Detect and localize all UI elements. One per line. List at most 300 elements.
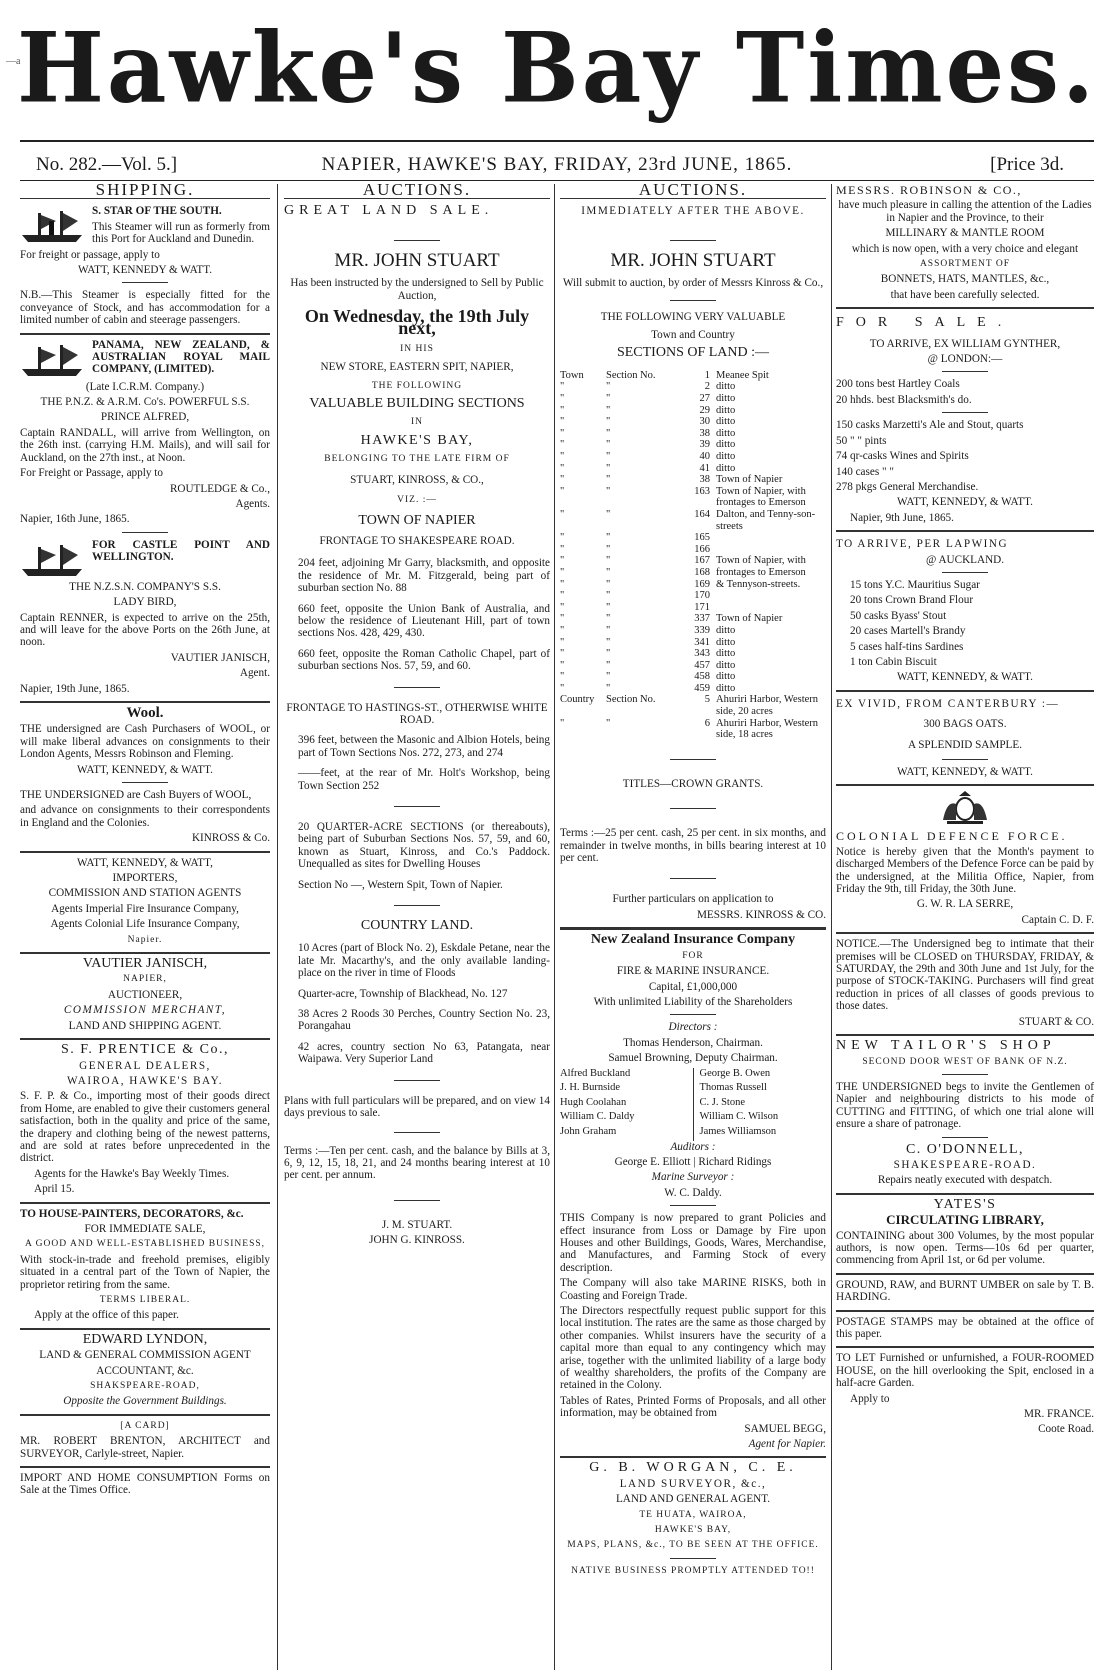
column-4 bbox=[836, 184, 1094, 1670]
ad-divider bbox=[836, 1034, 1094, 1036]
section-description: Meanee Spit bbox=[716, 369, 769, 381]
stock-item: 5 cases half-tins Sardines bbox=[850, 640, 964, 653]
section-type: " bbox=[560, 624, 565, 636]
section-row bbox=[560, 405, 826, 417]
section-no-label bbox=[640, 509, 674, 532]
section-type: " bbox=[560, 682, 565, 694]
stock-item: 150 casks Marzetti's Ale and Stout, quarts bbox=[836, 419, 1024, 432]
section-heading-shipping: SHIPPING. bbox=[20, 184, 270, 199]
ad-text: Napier. bbox=[127, 934, 163, 945]
ad-signature: MESSRS. KINROSS & CO. bbox=[696, 908, 826, 921]
ad-text: This Steamer will run as formerly from this Port for Auckland and Dunedin. bbox=[92, 220, 270, 246]
section-no-label bbox=[640, 405, 674, 417]
ad-divider bbox=[836, 1193, 1094, 1195]
section-label: " bbox=[606, 671, 611, 683]
ad-text: LAND SURVEYOR, &c., bbox=[619, 1477, 767, 1490]
section-label: " bbox=[606, 462, 611, 474]
separator bbox=[394, 1200, 440, 1201]
stock-item: 15 tons Y.C. Mauritius Sugar bbox=[850, 578, 980, 591]
ad-text: ASSORTMENT OF bbox=[919, 259, 1011, 270]
section-heading-auctions: AUCTIONS. bbox=[284, 184, 550, 199]
section-description: ditto bbox=[716, 451, 736, 462]
section-type: " bbox=[560, 543, 565, 555]
section-label: " bbox=[606, 555, 611, 567]
section-number: 5 bbox=[704, 694, 710, 706]
section-description bbox=[716, 590, 826, 602]
ad-divider bbox=[20, 851, 270, 853]
section-label: " bbox=[606, 601, 611, 613]
section-description: ditto bbox=[716, 404, 736, 416]
ad-divider bbox=[836, 690, 1094, 692]
separator bbox=[942, 759, 988, 760]
section-label: " bbox=[606, 659, 611, 671]
section-description: ditto bbox=[716, 636, 736, 648]
lot-item: Section No —, Western Spit, Town of Napier. bbox=[298, 878, 503, 891]
ad-heading: TO ARRIVE, PER LAPWING bbox=[836, 538, 1009, 551]
ad-text: TOWN OF NAPIER bbox=[358, 512, 476, 528]
section-row bbox=[560, 590, 826, 602]
section-no-label bbox=[640, 671, 674, 683]
section-type: " bbox=[560, 613, 565, 625]
stock-item: 74 qr-casks Wines and Spirits bbox=[836, 450, 969, 463]
ad-text: NAPIER, bbox=[123, 974, 167, 985]
ad-text: HAWKE'S BAY, bbox=[360, 432, 474, 448]
ad-text: Agents. bbox=[235, 497, 270, 510]
ad-text: Capital, £1,000,000 bbox=[648, 980, 738, 993]
section-no-label bbox=[640, 613, 674, 625]
section-row bbox=[560, 393, 826, 405]
ad-text: FOR IMMEDIATE SALE, bbox=[84, 1222, 206, 1235]
section-no-label bbox=[640, 439, 674, 451]
ad-text: BONNETS, HATS, MANTLES, &c., bbox=[880, 273, 1050, 286]
section-no-label bbox=[640, 590, 674, 602]
ad-divider bbox=[836, 784, 1094, 786]
ad-panama-company bbox=[20, 339, 270, 526]
ad-signature: WATT, KENNEDY & WATT. bbox=[77, 264, 213, 277]
section-description: Town of Napier bbox=[716, 474, 783, 486]
issue-date: NAPIER, HAWKE'S BAY, FRIDAY, 23rd JUNE, 1865. bbox=[321, 154, 793, 175]
ad-divider bbox=[20, 1202, 270, 1204]
ad-text: A GOOD AND WELL-ESTABLISHED BUSINESS, bbox=[24, 1239, 266, 1250]
ad-heading: CIRCULATING LIBRARY, bbox=[886, 1212, 1044, 1228]
section-row bbox=[560, 694, 826, 717]
ad-text: COMMISSION MERCHANT, bbox=[63, 1004, 227, 1017]
section-type: Town bbox=[560, 369, 584, 381]
section-no-label bbox=[640, 637, 674, 649]
separator bbox=[394, 687, 440, 688]
ad-heading: New Zealand Insurance Company bbox=[590, 932, 796, 948]
section-row bbox=[560, 439, 826, 451]
ad-text: THE P.N.Z. & A.R.M. Co's. POWERFUL S.S. bbox=[40, 396, 250, 409]
ad-divider bbox=[836, 1273, 1094, 1275]
ad-text: Notice is hereby given that the Month's payment to discharged Members of the Defence Force can be paid by the undersigned, at the Militia Office, Napier, from Friday the 9th, till Friday, the 30th June. bbox=[836, 845, 1094, 896]
ad-text: Further particulars on application to bbox=[612, 893, 774, 906]
separator bbox=[394, 806, 440, 807]
ad-divider bbox=[20, 1466, 270, 1468]
section-number: 2 bbox=[704, 381, 710, 393]
section-number: 38 bbox=[699, 474, 710, 486]
section-no-label bbox=[640, 532, 674, 544]
stock-item: 50 " " pints bbox=[836, 434, 887, 447]
director-name: Alfred Buckland bbox=[560, 1067, 631, 1079]
section-no-label: No. bbox=[640, 369, 656, 381]
steamship-icon bbox=[20, 207, 86, 245]
section-type: " bbox=[560, 648, 565, 660]
director-name: William C. Daldy bbox=[560, 1111, 635, 1123]
ad-text: 300 BAGS OATS. bbox=[923, 718, 1007, 731]
section-heading-auctions: AUCTIONS. bbox=[560, 184, 826, 199]
stock-item: 20 cases Martell's Brandy bbox=[850, 625, 966, 638]
ad-text: LAND & GENERAL COMMISSION AGENT bbox=[39, 1349, 251, 1362]
ad-nz-insurance bbox=[560, 934, 826, 1450]
section-row bbox=[560, 381, 826, 393]
section-no-label bbox=[640, 486, 674, 509]
separator bbox=[122, 782, 168, 783]
ad-text: [A CARD] bbox=[120, 1420, 170, 1431]
section-description: ditto bbox=[716, 427, 736, 439]
section-no-label bbox=[640, 416, 674, 428]
lot-item: 660 feet, opposite the Roman Catholic Chapel, part of suburban sections Nos. 57, 59, and 60. bbox=[298, 647, 550, 673]
section-number: 163 bbox=[694, 485, 710, 497]
section-label: " bbox=[606, 381, 611, 393]
section-no-label bbox=[640, 567, 674, 579]
ad-subheading: FRONTAGE TO HASTINGS-ST., OTHERWISE WHITE ROAD. bbox=[286, 701, 548, 726]
ad-heading: S. STAR OF THE SOUTH. bbox=[92, 205, 222, 218]
ad-signature: VAUTIER JANISCH, bbox=[170, 651, 270, 664]
section-number: 458 bbox=[694, 671, 710, 683]
section-label: " bbox=[606, 393, 611, 405]
ad-text: that have been carefully selected. bbox=[890, 288, 1040, 301]
section-no-label bbox=[640, 660, 674, 672]
ad-text: Auditors : bbox=[670, 1140, 716, 1153]
section-no-label bbox=[640, 579, 674, 591]
separator bbox=[670, 240, 716, 241]
ad-castle-point bbox=[20, 539, 270, 695]
lot-item: 204 feet, adjoining Mr Garry, blacksmith, and opposite the residence of Mr. M. Fitzgerald, being part of suburban section No. 88 bbox=[298, 557, 550, 595]
top-rule bbox=[20, 140, 1094, 142]
ad-text: S. F. P. & Co., importing most of their goods direct from Home, are enabled to give their customers general satisfaction, both in the quality and price of the same, the drapery and clothing being of the newest patterns, and are sold at rates before unprecedented in the district. bbox=[20, 1090, 270, 1165]
section-type: " bbox=[560, 555, 565, 567]
ad-text: THE FOLLOWING bbox=[371, 380, 463, 391]
ad-text: Repairs neatly executed with despatch. bbox=[877, 1174, 1053, 1187]
ad-signature: G. W. R. LA SERRE, bbox=[916, 898, 1014, 911]
section-description: Dalton, and Tenny-son-streets bbox=[716, 508, 816, 532]
section-row bbox=[560, 637, 826, 649]
section-no-label bbox=[640, 428, 674, 440]
ad-text: MAPS, PLANS, &c., TO BE SEEN AT THE OFFICE. bbox=[567, 1540, 819, 1551]
ad-date: Napier, 16th June, 1865. bbox=[20, 513, 130, 526]
section-number: 6 bbox=[704, 717, 710, 729]
ad-text: POSTAGE STAMPS may be obtained at the office of this paper. bbox=[836, 1315, 1094, 1340]
ad-text: IMPORTERS, bbox=[112, 872, 178, 885]
ad-text: THE UNDERSIGNED are Cash Buyers of WOOL, bbox=[20, 789, 252, 801]
column-3 bbox=[560, 184, 826, 1670]
ad-text: have much pleasure in calling the attention of the Ladies in Napier and the Province, to their bbox=[838, 199, 1092, 224]
section-number: 171 bbox=[694, 601, 710, 613]
ad-text: SHAKSPEARE-ROAD, bbox=[90, 1381, 200, 1392]
lot-item: 42 acres, country section No 63, Patangata, near Waipawa. Very Superior Land bbox=[298, 1040, 550, 1066]
separator bbox=[942, 1137, 988, 1138]
ad-heading: WATT, KENNEDY, & WATT, bbox=[77, 856, 213, 869]
ad-text: A SPLENDID SAMPLE. bbox=[907, 738, 1023, 751]
section-description: frontages to Emerson bbox=[716, 566, 806, 578]
ad-text: With unlimited Liability of the Shareholders bbox=[593, 995, 793, 1008]
ad-text: ACCOUNTANT, &c. bbox=[96, 1364, 194, 1377]
ad-divider bbox=[20, 952, 270, 954]
ad-heading: EX VIVID, FROM CANTERBURY :— bbox=[836, 697, 1060, 710]
ad-text: IN HIS bbox=[400, 343, 434, 354]
separator bbox=[670, 878, 716, 879]
section-label: " bbox=[606, 682, 611, 694]
ad-text: BELONGING TO THE LATE FIRM OF bbox=[324, 454, 510, 465]
section-type: " bbox=[560, 451, 565, 462]
section-description bbox=[716, 532, 826, 544]
ad-text: LADY BIRD, bbox=[113, 596, 177, 609]
ad-text: TE HUATA, WAIROA, bbox=[639, 1509, 747, 1520]
ad-divider bbox=[836, 1346, 1094, 1348]
ad-text: N.B.—This Steamer is especially fitted for the conveyance of Stock, and has accommodation for a limited number of cabin and steerage passengers. bbox=[20, 289, 270, 327]
section-type: " bbox=[560, 416, 565, 428]
section-label: " bbox=[606, 578, 611, 590]
issue-price: [Price 3d. bbox=[990, 154, 1064, 175]
ad-subheading: SECTIONS OF LAND :— bbox=[616, 345, 770, 361]
section-number: 30 bbox=[699, 416, 710, 428]
section-label: " bbox=[606, 590, 611, 602]
issue-number: No. 282.—Vol. 5.] bbox=[36, 154, 178, 175]
section-no-label bbox=[640, 463, 674, 475]
section-row bbox=[560, 474, 826, 486]
ad-heading: COLONIAL DEFENCE FORCE. bbox=[836, 829, 1068, 844]
section-type: " bbox=[560, 462, 565, 474]
ad-divider bbox=[560, 1456, 826, 1458]
section-number: 168 bbox=[694, 566, 710, 578]
ad-text: SHAKESPEARE-ROAD. bbox=[893, 1158, 1037, 1171]
ad-text: Coote Road. bbox=[1038, 1423, 1094, 1436]
ad-text: NOTICE.—The Undersigned beg to intimate that their premises will be CLOSED on THURSDAY, FRIDAY, & SATURDAY, the 29th and 30th June and 1st July, for the purpose of STOCK-TAKING. Purchasers will find great reduction in prices of all classes of goods previous to those dates. bbox=[836, 938, 1094, 1013]
ad-text: FIRE & MARINE INSURANCE. bbox=[616, 965, 770, 978]
section-description: ditto bbox=[716, 682, 736, 694]
director-name: Thomas Russell bbox=[699, 1082, 767, 1094]
ad-text: Samuel Browning, Deputy Chairman. bbox=[608, 1052, 778, 1065]
section-label: " bbox=[606, 451, 611, 462]
ad-text: Town and Country bbox=[651, 329, 735, 342]
ad-text: PRINCE ALFRED, bbox=[100, 411, 190, 424]
ad-text: With stock-in-trade and freehold premises, eligibly situated in a central part of the Town of Napier, the proprietor retiring from the same. bbox=[20, 1253, 270, 1291]
section-label: " bbox=[606, 485, 611, 497]
section-label: " bbox=[606, 543, 611, 555]
ad-signature: WATT, KENNEDY, & WATT. bbox=[897, 496, 1033, 509]
section-row bbox=[560, 509, 826, 532]
ad-date: April 15. bbox=[34, 1183, 75, 1196]
ad-text: MR. ROBERT BRENTON, ARCHITECT and SURVEYOR, Carlyle-street, Napier. bbox=[20, 1435, 270, 1460]
ad-text: Apply at the office of this paper. bbox=[34, 1309, 179, 1322]
ad-heading: MESSRS. ROBINSON & CO., bbox=[836, 184, 1022, 197]
section-number: 459 bbox=[694, 682, 710, 694]
masthead-corner-mark: —a bbox=[6, 56, 21, 67]
ad-text: HAWKE'S BAY, bbox=[654, 1525, 732, 1536]
section-number: 169 bbox=[694, 578, 710, 590]
ad-text: STUART, KINROSS, & CO., bbox=[350, 473, 484, 486]
ad-heading: NEW TAILOR'S SHOP bbox=[836, 1038, 1056, 1054]
ad-text: THE FOLLOWING VERY VALUABLE bbox=[600, 310, 786, 323]
section-type: " bbox=[560, 590, 565, 602]
separator bbox=[942, 371, 988, 372]
ad-text: W. C. Daldy. bbox=[664, 1186, 722, 1199]
ad-text: NEW STORE, EASTERN SPIT, NAPIER, bbox=[320, 361, 514, 374]
steamship-icon bbox=[20, 541, 86, 579]
ad-text: Opposite the Government Buildings. bbox=[63, 1395, 227, 1408]
section-row bbox=[560, 451, 826, 463]
section-description: ditto bbox=[716, 659, 736, 671]
ad-text: THE UNDERSIGNED begs to invite the Gentlemen of Napier and neighbouring districts to his mode of CUTTING and FITTING, of which one trial alone will ensure a share of patronage. bbox=[836, 1080, 1094, 1131]
column-divider bbox=[831, 184, 832, 1670]
stock-item: 140 cases " " bbox=[836, 465, 894, 478]
ad-text: Agents for the Hawke's Bay Weekly Times. bbox=[34, 1167, 230, 1180]
lot-item: 660 feet, opposite the Union Bank of Australia, and below the residence of Lieutenant Hill, part of town sections Nos. 428, 429, 430. bbox=[298, 602, 550, 640]
director-name: Hugh Coolahan bbox=[560, 1096, 627, 1108]
ad-heading: YATES'S bbox=[933, 1196, 997, 1212]
ad-signature: C. O'DONNELL, bbox=[905, 1141, 1025, 1157]
ad-text: SECOND DOOR WEST OF BANK OF N.Z. bbox=[862, 1056, 1068, 1067]
section-type: " bbox=[560, 485, 565, 497]
section-type: " bbox=[560, 393, 565, 405]
section-description: ditto bbox=[716, 439, 736, 451]
section-label: " bbox=[606, 404, 611, 416]
separator bbox=[670, 1558, 716, 1559]
ad-date: Napier, 9th June, 1865. bbox=[850, 511, 954, 524]
section-row bbox=[560, 718, 826, 741]
separator bbox=[122, 282, 168, 283]
separator bbox=[394, 1132, 440, 1133]
ad-text: THIS Company is now prepared to grant Policies and effect insurance from Loss or Damage by Fire upon Houses and other Buildings, Goods, Wares, Merchandise, and Manufactures, and Farming Stock of every description. bbox=[560, 1212, 826, 1274]
section-description: ditto bbox=[716, 624, 736, 636]
section-row bbox=[560, 486, 826, 509]
section-label: " bbox=[606, 532, 611, 544]
section-description: ditto bbox=[716, 393, 736, 405]
ad-text: The Directors respectfully request public support for this local institution. The rates are the same as those charged by other companies. Whilst insurers have the security of a capital more than equal to any contingency which may arise, together with the unlimited liability of a large body of wealthy shareholders, the profits of the Company are retained in the Colony. bbox=[560, 1304, 826, 1392]
section-row bbox=[560, 613, 826, 625]
section-label: " bbox=[606, 624, 611, 636]
section-number: 164 bbox=[694, 508, 710, 520]
lot-item: Quarter-acre, Township of Blackhead, No. 127 bbox=[298, 987, 508, 1000]
ad-divider bbox=[836, 932, 1094, 934]
ad-divider bbox=[20, 1328, 270, 1330]
section-no-label bbox=[640, 718, 674, 741]
section-description: ditto bbox=[716, 416, 736, 428]
ad-divider bbox=[20, 1414, 270, 1416]
separator bbox=[670, 808, 716, 809]
section-row bbox=[560, 648, 826, 660]
ad-text: and advance on consignments to their correspondents in England and the Colonies. bbox=[20, 804, 270, 829]
section-number: 341 bbox=[694, 636, 710, 648]
ad-text: VIZ. :— bbox=[397, 495, 437, 506]
section-description: ditto bbox=[716, 648, 736, 660]
ad-divider bbox=[836, 1310, 1094, 1312]
ad-text: Terms :—25 per cent. cash, 25 per cent. in six months, and remainder in twelve months, in bills bearing interest at 10 per cent. bbox=[560, 827, 826, 865]
section-no-label bbox=[640, 474, 674, 486]
separator bbox=[942, 412, 988, 413]
section-number: 337 bbox=[694, 613, 710, 625]
ad-text: THE N.Z.S.N. COMPANY'S S.S. bbox=[69, 580, 221, 593]
section-no-label: No. bbox=[640, 694, 656, 706]
directors-right bbox=[693, 1068, 827, 1141]
ad-signature: MR. FRANCE. bbox=[1024, 1408, 1094, 1421]
section-no-label bbox=[640, 683, 674, 695]
section-type: " bbox=[560, 671, 565, 683]
separator bbox=[394, 905, 440, 906]
ad-text: The Company will also take MARINE RISKS, both in Coasting and Foreign Trade. bbox=[560, 1277, 826, 1302]
section-type: " bbox=[560, 532, 565, 544]
section-no-label bbox=[640, 602, 674, 614]
ad-signature: J. M. STUART. bbox=[381, 1218, 453, 1231]
section-no-label bbox=[640, 381, 674, 393]
ad-text: THE undersigned are Cash Purchasers of WOOL, or will make liberal advances on consignments to their London Agents, Messrs Robinson and Fleming. bbox=[20, 723, 270, 761]
ad-signature: KINROSS & Co. bbox=[191, 832, 270, 845]
dateline-rule bbox=[20, 180, 1094, 181]
lot-item: 20 QUARTER-ACRE SECTIONS (or thereabouts), being part of Suburban Sections Nos. 57, 59, and 60, known as Stuart, Kinross, and Co.'s Paddock. Unequalled as sites for Dwelling Houses bbox=[298, 821, 550, 871]
ad-heading: VAUTIER JANISCH, bbox=[82, 956, 208, 972]
ad-text: Directors : bbox=[668, 1021, 718, 1034]
masthead bbox=[0, 0, 1114, 140]
section-row bbox=[560, 416, 826, 428]
ad-text: CONTAINING about 300 Volumes, by the most popular authors, is now open. Terms—10s 6d per quarter, commencing from April 1st, or 6d per volume. bbox=[836, 1229, 1094, 1267]
ad-subheading: COUNTRY LAND. bbox=[360, 918, 474, 934]
director-name: C. J. Stone bbox=[699, 1096, 746, 1108]
section-type: " bbox=[560, 566, 565, 578]
section-type: " bbox=[560, 474, 565, 486]
column-2 bbox=[284, 184, 550, 1670]
ad-text: IMPORT AND HOME CONSUMPTION Forms on Sale at the Times Office. bbox=[20, 1472, 270, 1497]
lot-item: 38 Acres 2 Roods 30 Perches, Country Section No. 23, Porangahau bbox=[298, 1008, 550, 1033]
section-number: 165 bbox=[694, 532, 710, 544]
section-label: " bbox=[606, 416, 611, 428]
section-type: " bbox=[560, 404, 565, 416]
section-label: " bbox=[606, 717, 611, 729]
sections-table bbox=[560, 370, 826, 741]
ad-text: TO LET Furnished or unfurnished, a FOUR-ROOMED HOUSE, on the hill overlooking the Spit, enclosed in a half-acre Garden. bbox=[836, 1352, 1094, 1390]
ad-divider bbox=[560, 927, 826, 930]
section-row bbox=[560, 532, 826, 544]
section-label: Section bbox=[606, 694, 638, 706]
section-number: 38 bbox=[699, 427, 710, 439]
ad-star-of-the-south bbox=[20, 205, 270, 326]
ad-text: TITLES—CROWN GRANTS. bbox=[622, 777, 764, 790]
column-divider bbox=[277, 184, 278, 1670]
ad-signature: WATT, KENNEDY, & WATT. bbox=[897, 766, 1033, 778]
section-number: 166 bbox=[694, 543, 710, 555]
section-row bbox=[560, 671, 826, 683]
ad-signature: WATT, KENNEDY, & WATT. bbox=[897, 671, 1033, 684]
dateline bbox=[20, 150, 1094, 180]
section-number: 339 bbox=[694, 624, 710, 636]
section-label: " bbox=[606, 613, 611, 625]
stock-item: 1 ton Cabin Biscuit bbox=[850, 655, 937, 668]
section-row bbox=[560, 625, 826, 637]
ad-text: Has been instructed by the undersigned to Sell by Public Auction, bbox=[290, 277, 544, 302]
director-name: William C. Wilson bbox=[699, 1111, 779, 1123]
section-row bbox=[560, 579, 826, 591]
ad-text: Tables of Rates, Printed Forms of Proposals, and all other information, may be obtained from bbox=[560, 1394, 826, 1420]
ad-heading: FOR CASTLE POINT AND WELLINGTON. bbox=[92, 538, 270, 564]
column-1 bbox=[20, 184, 270, 1670]
section-description: Town of Napier, with bbox=[716, 555, 806, 567]
ad-divider bbox=[20, 1038, 270, 1040]
ad-text: VALUABLE BUILDING SECTIONS bbox=[309, 396, 525, 412]
section-row bbox=[560, 463, 826, 475]
ad-heading: PANAMA, NEW ZEALAND, & AUSTRALIAN ROYAL MAIL COMPANY, (LIMITED). bbox=[92, 338, 270, 376]
ad-text: Terms :—Ten per cent. cash, and the balance by Bills at 3, 6, 9, 12, 15, 18, 21, and 24 months bearing interest at 10 per cent. per annum. bbox=[284, 1144, 550, 1182]
ad-signature: WATT, KENNEDY, & WATT. bbox=[77, 763, 213, 776]
